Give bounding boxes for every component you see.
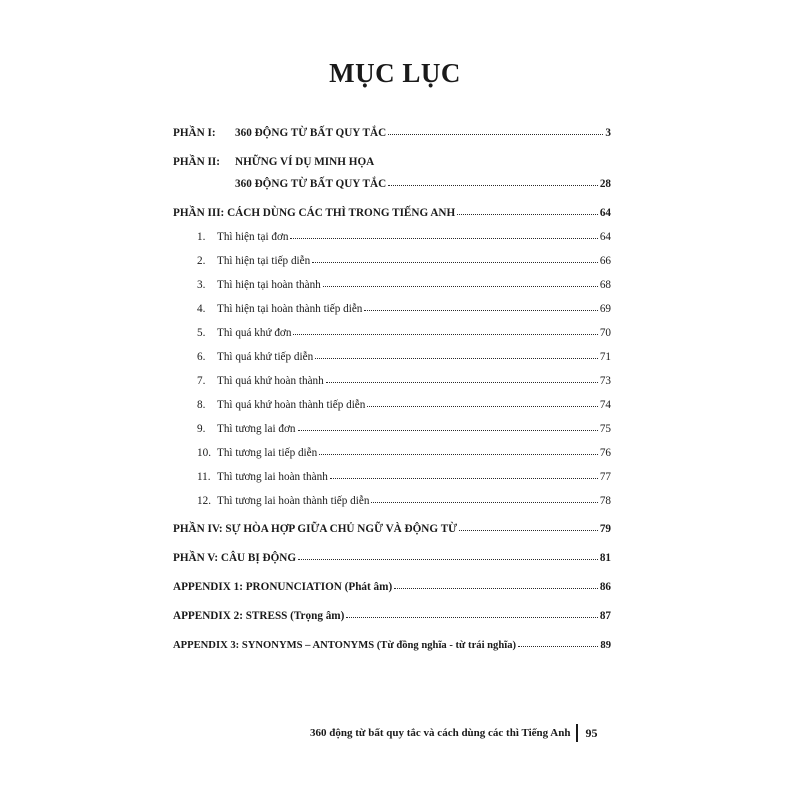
entry-number: 11.	[197, 471, 211, 483]
toc-entry-tense-5[interactable]	[197, 326, 611, 340]
entry-number: 6.	[197, 351, 206, 363]
toc-entry-label: Thì quá khứ hoàn thành tiếp diễn	[217, 399, 366, 411]
part-prefix: PHẦN II:	[173, 156, 220, 168]
leader-dots	[315, 350, 598, 360]
toc-page-number: 73	[599, 375, 611, 387]
leader-dots	[459, 522, 598, 532]
toc-page-number: 3	[605, 127, 611, 139]
toc-entry-part-5[interactable]	[173, 551, 611, 565]
toc-page-number: 64	[599, 207, 611, 219]
toc-entry-label: APPENDIX 1: PRONUNCIATION (Phát âm)	[173, 581, 393, 593]
leader-dots	[298, 551, 598, 561]
toc-page-number: 69	[599, 303, 611, 315]
toc-entry-label: APPENDIX 2: STRESS (Trọng âm)	[173, 610, 345, 622]
entry-number: 1.	[197, 231, 206, 243]
toc-entry-label: Thì hiện tại đơn	[217, 231, 289, 243]
leader-dots	[330, 470, 598, 480]
toc-entry-part-2-line-1[interactable]	[173, 155, 611, 169]
toc-entry-label: Thì tương lai tiếp diễn	[217, 447, 318, 459]
toc-entry-tense-10[interactable]	[197, 446, 611, 460]
toc-entry-tense-12[interactable]	[197, 494, 611, 508]
toc-page-number: 70	[599, 327, 611, 339]
toc-entry-label: APPENDIX 3: SYNONYMS – ANTONYMS (Từ đồng nghĩa - từ trái nghĩa)	[173, 640, 517, 651]
leader-dots	[394, 580, 598, 590]
toc-entry-part-4[interactable]	[173, 522, 611, 536]
leader-dots	[293, 326, 597, 336]
toc-entry-tense-8[interactable]	[197, 398, 611, 412]
toc-page-number: 89	[600, 640, 611, 651]
leader-dots	[312, 254, 598, 264]
toc-entry-tense-7[interactable]	[197, 374, 611, 388]
toc-entry-tense-4[interactable]	[197, 302, 611, 316]
leader-dots	[326, 374, 598, 384]
leader-dots	[457, 206, 598, 216]
toc-entry-label: 360 ĐỘNG TỪ BẤT QUY TẮC	[235, 178, 387, 190]
toc-entry-label: Thì tương lai hoàn thành	[217, 471, 328, 483]
toc-page-number: 75	[599, 423, 611, 435]
toc-entry-label: PHẦN III: CÁCH DÙNG CÁC THÌ TRONG TIẾNG ANH	[173, 207, 456, 219]
toc-page-number: 71	[599, 351, 611, 363]
toc-page-number: 74	[599, 399, 611, 411]
toc-entry-part-3[interactable]	[173, 206, 611, 220]
toc-entry-label: Thì quá khứ hoàn thành	[217, 375, 324, 387]
leader-dots	[323, 278, 598, 288]
leader-dots	[367, 398, 597, 408]
toc-entry-label: PHẦN V: CÂU BỊ ĐỘNG	[173, 552, 297, 564]
leader-dots	[388, 177, 598, 187]
leader-dots	[518, 638, 598, 648]
leader-dots	[290, 230, 597, 240]
running-footer	[310, 724, 597, 742]
toc-entry-part-2-line-2[interactable]	[173, 177, 611, 191]
footer-page-number: 95	[585, 725, 598, 740]
leader-dots	[388, 126, 603, 136]
toc-entry-tense-3[interactable]	[197, 278, 611, 292]
toc-page-number: 78	[599, 495, 611, 507]
toc-page-number: 87	[599, 610, 611, 622]
part-prefix: PHẦN I:	[173, 127, 216, 139]
leader-dots	[346, 609, 597, 619]
entry-number: 3.	[197, 279, 206, 291]
toc-entry-label: PHẦN IV: SỰ HÒA HỢP GIỮA CHỦ NGỮ VÀ ĐỘNG TỪ	[173, 523, 458, 535]
toc-page-number: 79	[599, 523, 611, 535]
page-title: MỤC LỤC	[329, 58, 461, 88]
toc-entry-label: NHỮNG VÍ DỤ MINH HỌA	[235, 156, 375, 168]
toc-entry-label: Thì tương lai đơn	[217, 423, 296, 435]
toc-entry-label: Thì quá khứ tiếp diễn	[217, 351, 314, 363]
toc-page-number: 81	[599, 552, 611, 564]
toc-entry-tense-11[interactable]	[197, 470, 611, 484]
toc-page-number: 76	[599, 447, 611, 459]
leader-dots	[364, 302, 597, 312]
entry-number: 4.	[197, 303, 206, 315]
toc-page-number: 68	[599, 279, 611, 291]
toc-entry-label: 360 ĐỘNG TỪ BẤT QUY TẮC	[235, 127, 387, 139]
toc-entry-part-1[interactable]	[173, 126, 611, 140]
toc-entry-label: Thì tương lai hoàn thành tiếp diễn	[217, 495, 370, 507]
toc-entry-tense-2[interactable]	[197, 254, 611, 268]
leader-dots	[319, 446, 598, 456]
entry-number: 10.	[197, 447, 211, 459]
entry-number: 12.	[197, 495, 211, 507]
toc-entry-tense-6[interactable]	[197, 350, 611, 364]
toc-entry-label: Thì hiện tại hoàn thành tiếp diễn	[217, 303, 363, 315]
entry-number: 9.	[197, 423, 206, 435]
toc-entry-appendix-1[interactable]	[173, 580, 611, 594]
footer-book-title: 360 động từ bất quy tắc và cách dùng các thì Tiếng Anh	[310, 727, 571, 739]
footer-divider	[576, 724, 578, 742]
toc-page-number: 66	[599, 255, 611, 267]
toc-entry-label: Thì hiện tại hoàn thành	[217, 279, 321, 291]
leader-dots	[371, 494, 597, 504]
toc-entry-tense-1[interactable]	[197, 230, 611, 244]
entry-number: 5.	[197, 327, 206, 339]
entry-number: 7.	[197, 375, 206, 387]
toc-entry-appendix-3[interactable]	[173, 638, 611, 653]
leader-dots	[298, 422, 598, 432]
toc-entry-tense-9[interactable]	[197, 422, 611, 436]
toc-page-number: 64	[599, 231, 611, 243]
toc-entry-label: Thì hiện tại tiếp diễn	[217, 255, 311, 267]
toc-page-number: 77	[599, 471, 611, 483]
entry-number: 8.	[197, 399, 206, 411]
toc-entry-appendix-2[interactable]	[173, 609, 611, 623]
entry-number: 2.	[197, 255, 206, 267]
toc-page-number: 86	[599, 581, 611, 593]
toc-entry-label: Thì quá khứ đơn	[217, 327, 292, 339]
toc-page-number: 28	[599, 178, 611, 190]
